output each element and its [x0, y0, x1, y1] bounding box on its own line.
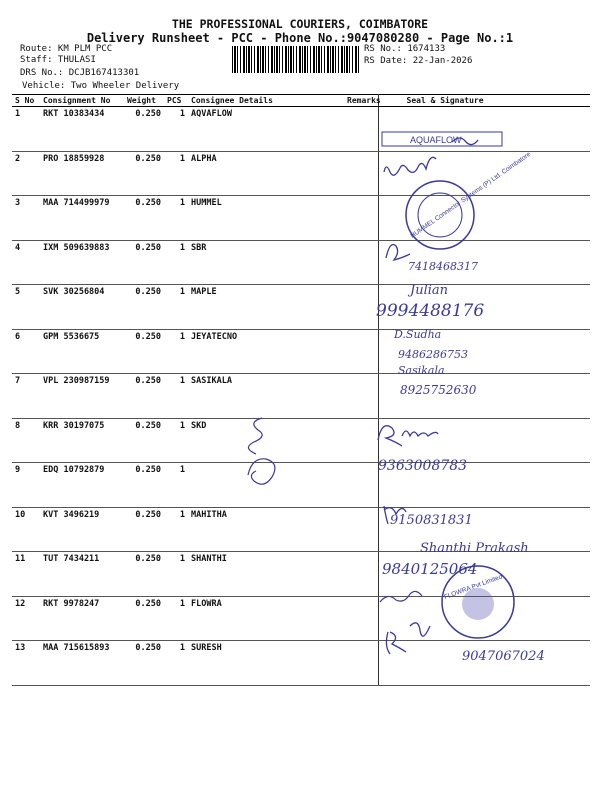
row10-phone: 9150831831 [390, 513, 473, 528]
cell-pcs: 1 [164, 463, 188, 508]
row4-signature [386, 245, 410, 261]
rs-date: RS Date: 22-Jan-2026 [364, 56, 473, 66]
cell-pcs: 1 [164, 552, 188, 597]
row8-scribble [248, 418, 262, 454]
cell-sno: 12 [12, 596, 40, 641]
cell-sno: 9 [12, 463, 40, 508]
row6-name: D.Sudha [394, 328, 442, 341]
cell-pcs: 1 [164, 374, 188, 419]
cell-sno: 8 [12, 418, 40, 463]
cell-weight: 0.250 [124, 596, 164, 641]
row5-phone: 9994488176 [376, 301, 485, 321]
runsheet-title: Delivery Runsheet - PCC - Phone No.:9047080280 - Page No.:1 [86, 31, 514, 45]
cell-weight: 0.250 [124, 151, 164, 196]
row11-phone: 9840125064 [382, 560, 478, 578]
cell-pcs: 1 [164, 507, 188, 552]
cell-consignment: TUT 7434211 [40, 552, 124, 597]
cell-consignee: SBR [188, 240, 344, 285]
cell-pcs: 1 [164, 641, 188, 686]
cell-weight: 0.250 [124, 285, 164, 330]
cell-weight: 0.250 [124, 552, 164, 597]
row3-round-stamp [406, 151, 532, 249]
cell-pcs: 1 [164, 329, 188, 374]
row7-phone: 8925752630 [400, 383, 477, 397]
route-label: Route: KM PLM PCC [20, 44, 113, 54]
cell-weight: 0.250 [124, 418, 164, 463]
cell-consignee: FLOWRA [188, 596, 344, 641]
cell-weight: 0.250 [124, 641, 164, 686]
staff-label: Staff: THULASI [20, 55, 96, 65]
cell-pcs: 1 [164, 596, 188, 641]
row3-stamp-text: HUMMEL Connector Systems (P) Ltd. Coimbatore [409, 150, 533, 240]
cell-consignment: RKT 10383434 [40, 107, 124, 152]
vehicle-label: Vehicle: Two Wheeler Delivery [22, 81, 180, 91]
cell-sno: 4 [12, 240, 40, 285]
row13-signature [386, 623, 430, 654]
cell-consignment: KVT 3496219 [40, 507, 124, 552]
cell-consignment: RKT 9978247 [40, 596, 124, 641]
cell-consignee: SHANTHI [188, 552, 344, 597]
cell-pcs: 1 [164, 418, 188, 463]
col-sno: S No [12, 95, 40, 107]
cell-consignment: EDQ 10792879 [40, 463, 124, 508]
cell-consignee: MAPLE [188, 285, 344, 330]
cell-pcs: 1 [164, 240, 188, 285]
cell-consignee: HUMMEL [188, 196, 344, 241]
col-consignee: Consignee Details [188, 95, 344, 107]
cell-consignment: KRR 30197075 [40, 418, 124, 463]
cell-pcs: 1 [164, 196, 188, 241]
cell-consignee: SKD [188, 418, 344, 463]
cell-consignment: IXM 509639883 [40, 240, 124, 285]
cell-pcs: 1 [164, 107, 188, 152]
cell-consignee: ALPHA [188, 151, 344, 196]
row4-phone: 7418468317 [408, 260, 478, 273]
row1-stamp-text: AQUAFLOW [410, 135, 462, 145]
cell-sno: 10 [12, 507, 40, 552]
cell-consignment: SVK 30256804 [40, 285, 124, 330]
cell-sno: 2 [12, 151, 40, 196]
cell-sno: 6 [12, 329, 40, 374]
cell-sno: 5 [12, 285, 40, 330]
cell-weight: 0.250 [124, 374, 164, 419]
row9-scribble [248, 459, 275, 484]
cell-consignment: PRO 18859928 [40, 151, 124, 196]
col-weight: Weight [124, 95, 164, 107]
cell-consignment: MAA 715615893 [40, 641, 124, 686]
cell-weight: 0.250 [124, 329, 164, 374]
drs-number: DRS No.: DCJB167413301 [20, 68, 140, 78]
cell-consignment: VPL 230987159 [40, 374, 124, 419]
row9-phone: 9363008783 [378, 458, 468, 474]
rs-number: RS No.: 1674133 [364, 44, 446, 54]
row8-signature [378, 426, 438, 446]
cell-weight: 0.250 [124, 463, 164, 508]
row2-signature [384, 157, 436, 175]
cell-consignee: SASIKALA [188, 374, 344, 419]
cell-consignment: GPM 5536675 [40, 329, 124, 374]
row11-name: Shanthi Prakash [420, 541, 529, 556]
cell-consignee: MAHITHA [188, 507, 344, 552]
col-seal: Seal & Signature [378, 95, 590, 107]
cell-sno: 11 [12, 552, 40, 597]
company-name: THE PROFESSIONAL COURIERS, COIMBATORE [171, 17, 429, 31]
cell-sno: 13 [12, 641, 40, 686]
cell-sno: 7 [12, 374, 40, 419]
row13-phone: 9047067024 [462, 649, 545, 664]
row1-stamp [382, 132, 502, 146]
row12-stamp-text: FLOWRA Pvt Limited [443, 573, 504, 601]
cell-weight: 0.250 [124, 107, 164, 152]
cell-pcs: 1 [164, 151, 188, 196]
cell-consignment: MAA 714499979 [40, 196, 124, 241]
cell-weight: 0.250 [124, 240, 164, 285]
cell-pcs: 1 [164, 285, 188, 330]
cell-weight: 0.250 [124, 507, 164, 552]
row7-name: Sasikala [398, 364, 445, 377]
row5-name: Julian [410, 283, 449, 298]
cell-sno: 1 [12, 107, 40, 152]
cell-consignee: AQVAFLOW [188, 107, 344, 152]
cell-consignee: SURESH [188, 641, 344, 686]
cell-consignee: JEYATECNO [188, 329, 344, 374]
cell-sno: 3 [12, 196, 40, 241]
col-remarks: Remarks [344, 95, 378, 107]
cell-weight: 0.250 [124, 196, 164, 241]
col-consignment: Consignment No [40, 95, 124, 107]
row6-phone: 9486286753 [398, 348, 468, 361]
col-pcs: PCS [164, 95, 188, 107]
